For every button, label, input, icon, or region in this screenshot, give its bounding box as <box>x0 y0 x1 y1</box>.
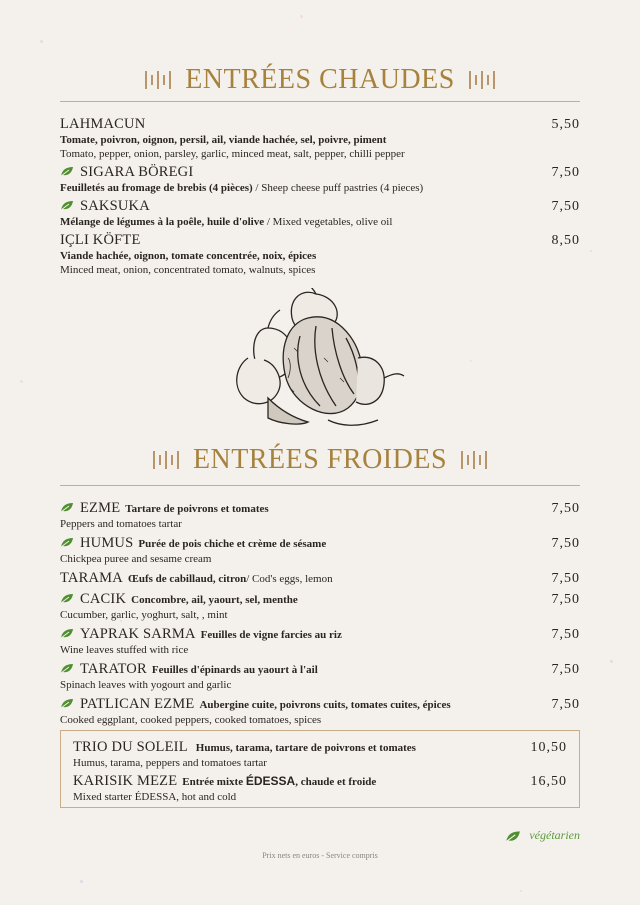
menu-item <box>60 591 580 622</box>
item-name: IÇLI KÖFTE <box>60 232 141 248</box>
leaf-icon <box>60 698 74 709</box>
item-name: KARISIK MEZE <box>73 773 178 789</box>
section-title-hot <box>60 60 580 100</box>
item-name: LAHMACUN <box>60 116 146 132</box>
divider <box>60 101 580 102</box>
item-price: 7,50 <box>551 697 580 712</box>
item-name: EZME <box>80 500 121 516</box>
section-title-cold <box>60 440 580 480</box>
item-desc-en: Chickpea puree and sesame cream <box>60 553 212 565</box>
item-desc-en: Tomato, pepper, onion, parsley, garlic, minced meat, salt, pepper, chilli pepper <box>60 148 405 160</box>
leaf-icon <box>60 166 74 177</box>
item-price: 7,50 <box>551 571 580 586</box>
vegetarian-legend <box>505 828 580 843</box>
item-name: TARATOR <box>80 661 147 677</box>
title-ornament-right <box>469 71 495 89</box>
divider <box>60 485 580 486</box>
bell-peppers-illustration <box>228 288 413 433</box>
legend-label: végétarien <box>529 828 580 842</box>
item-name: PATLICAN EZME <box>80 696 195 712</box>
menu-item <box>60 661 580 692</box>
item-name: SIGARA BÖREGI <box>80 164 194 180</box>
item-price: 7,50 <box>551 536 580 551</box>
leaf-icon <box>60 593 74 604</box>
menu-item <box>60 232 580 277</box>
item-desc-fr: Œufs de cabillaud, citron <box>127 573 247 585</box>
item-name: YAPRAK SARMA <box>80 626 196 642</box>
menu-item <box>60 198 580 229</box>
item-name: TRIO DU SOLEIL <box>73 739 188 755</box>
item-desc-en: Peppers and tomatoes tartar <box>60 518 182 530</box>
title-ornament-right <box>461 451 487 469</box>
item-desc-fr: Mélange de légumes à la poêle, huile d'olive <box>60 216 265 228</box>
item-price: 7,50 <box>551 199 580 214</box>
leaf-icon <box>60 663 74 674</box>
item-desc-fr: Viande hachée, oignon, tomate concentrée, noix, épices <box>60 250 317 262</box>
item-desc-fr: Purée de pois chiche et crème de sésame <box>138 538 327 550</box>
item-price: 7,50 <box>551 662 580 677</box>
item-desc-fr: Feuilles d'épinards au yaourt à l'ail <box>151 664 318 676</box>
menu-item <box>73 739 567 770</box>
item-price: 10,50 <box>530 740 567 755</box>
footer-note: Prix nets en euros - Service compris <box>262 851 378 860</box>
item-price: 7,50 <box>551 592 580 607</box>
menu-item <box>60 164 580 195</box>
menu-item <box>60 696 580 727</box>
item-price: 7,50 <box>551 501 580 516</box>
item-name: CACIK <box>80 591 127 607</box>
item-desc-fr: Aubergine cuite, poivrons cuits, tomates cuites, épices <box>199 699 451 711</box>
platters-box <box>60 730 580 808</box>
item-price: 16,50 <box>530 774 567 789</box>
item-desc-en: Humus, tarama, peppers and tomatoes tartar <box>73 757 267 769</box>
item-price: 8,50 <box>551 233 580 248</box>
leaf-icon <box>60 200 74 211</box>
leaf-icon <box>60 537 74 548</box>
menu-item <box>60 570 580 587</box>
item-desc-fr: Feuilles de vigne farcies au riz <box>200 629 342 641</box>
cold-title: ENTRÉES FROIDES <box>192 444 448 475</box>
title-ornament-left <box>145 71 171 89</box>
item-desc-en: Cooked eggplant, cooked peppers, cooked tomatoes, spices <box>60 714 322 726</box>
item-desc-en: / Mixed vegetables, olive oil <box>264 216 393 228</box>
item-desc-fr: Tartare de poivrons et tomates <box>125 503 269 515</box>
item-desc-fr: Tomate, poivron, oignon, persil, ail, viande hachée, sel, poivre, piment <box>60 134 387 146</box>
menu-item <box>60 626 580 657</box>
brand-name: ÉDESSA <box>245 774 296 788</box>
menu-item <box>60 535 580 566</box>
leaf-icon <box>505 830 521 843</box>
item-name: TARAMA <box>60 570 123 586</box>
hot-title: ENTRÉES CHAUDES <box>185 64 455 95</box>
item-desc-en: Minced meat, onion, concentrated tomato, walnuts, spices <box>60 264 316 276</box>
item-desc-fr: Concombre, ail, yaourt, sel, menthe <box>131 594 298 606</box>
item-desc-fr: Entrée mixte ÉDESSA, chaude et froide <box>182 774 377 788</box>
item-name: HUMUS <box>80 535 134 551</box>
item-desc-en: Cucumber, garlic, yoghurt, salt, , mint <box>60 609 228 621</box>
item-name: SAKSUKA <box>80 198 150 214</box>
item-desc-en: / Sheep cheese puff pastries (4 pieces) <box>252 182 424 194</box>
leaf-icon <box>60 628 74 639</box>
item-price: 5,50 <box>551 117 580 132</box>
item-price: 7,50 <box>551 165 580 180</box>
leaf-icon <box>60 502 74 513</box>
item-desc-fr: Humus, tarama, tartare de poivrons et tomates <box>195 742 416 754</box>
title-ornament-left <box>153 451 179 469</box>
item-desc-en: Spinach leaves with yogourt and garlic <box>60 679 232 691</box>
item-desc-en: Wine leaves stuffed with rice <box>60 644 189 656</box>
menu-item <box>73 773 567 804</box>
item-price: 7,50 <box>551 627 580 642</box>
item-desc-en: / Cod's eggs, lemon <box>246 573 333 585</box>
item-desc-fr: Feuilletés au fromage de brebis (4 pièces) <box>60 182 253 194</box>
menu-item <box>60 116 580 161</box>
menu-item <box>60 500 580 531</box>
item-desc-en: Mixed starter ÉDESSA, hot and cold <box>73 791 237 803</box>
